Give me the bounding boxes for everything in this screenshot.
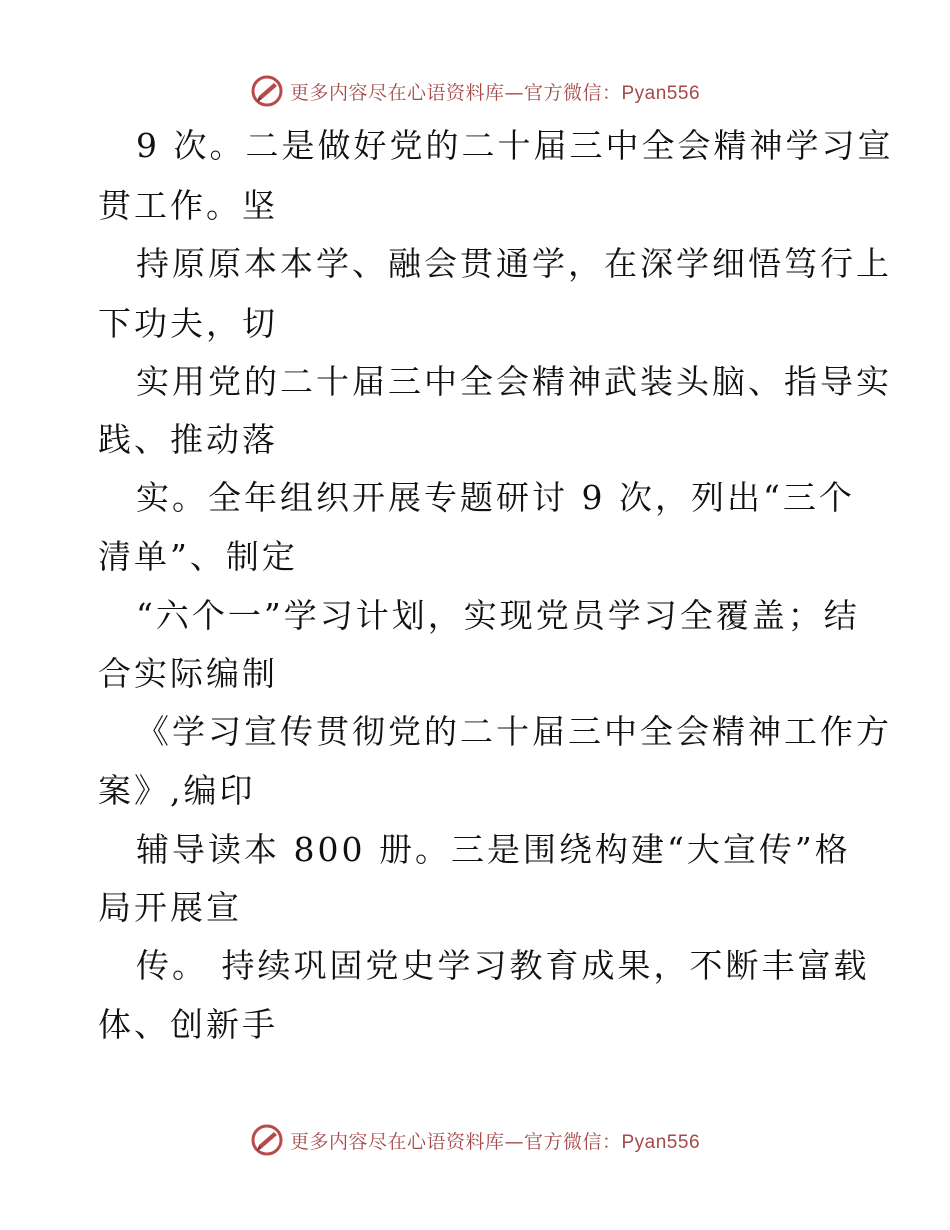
text-line: 《学习宣传贯彻党的二十届三中全会精神工作方	[136, 712, 892, 751]
text-line: 清单”、制定	[98, 537, 298, 576]
header-watermark	[0, 71, 950, 111]
watermark-text: 更多内容尽在心语资料库	[289, 81, 505, 104]
watermark-label: 官方微信：	[523, 81, 622, 104]
watermark-label: 官方微信：	[523, 1130, 622, 1153]
watermark-id: Pyan556	[621, 82, 701, 104]
text-line: 合实际编制	[98, 654, 278, 693]
pen-logo-icon	[250, 1123, 284, 1157]
footer-watermark	[0, 1120, 950, 1160]
text-line: “六个一”学习计划，实现党员学习全覆盖；结	[136, 596, 860, 635]
text-line: 辅导读本 800 册。三是围绕构建“大宣传”格	[136, 830, 851, 869]
pen-logo-icon	[250, 74, 284, 108]
text-line: 案》,编印	[98, 771, 256, 810]
text-line: 9 次。二是做好党的二十届三中全会精神学习宣	[136, 126, 894, 165]
watermark-text: 更多内容尽在心语资料库	[289, 1130, 505, 1153]
text-line: 传。 持续巩固党史学习教育成果，不断丰富载	[136, 946, 870, 985]
watermark-separator: —	[504, 1130, 524, 1153]
text-line: 体、创新手	[98, 1005, 278, 1044]
text-line: 实用党的二十届三中全会精神武装头脑、指导实	[136, 362, 892, 401]
text-line: 持原原本本学、融会贯通学，在深学细悟笃行上	[136, 244, 892, 283]
watermark-separator: —	[504, 81, 524, 104]
text-line: 局开展宣	[98, 888, 242, 927]
text-line: 下功夫，切	[98, 304, 278, 343]
text-line: 贯工作。坚	[98, 186, 278, 225]
text-line: 践、推动落	[98, 420, 278, 459]
watermark-id: Pyan556	[621, 1131, 701, 1153]
text-line: 实。全年组织开展专题研讨 9 次，列出“三个	[136, 478, 855, 517]
